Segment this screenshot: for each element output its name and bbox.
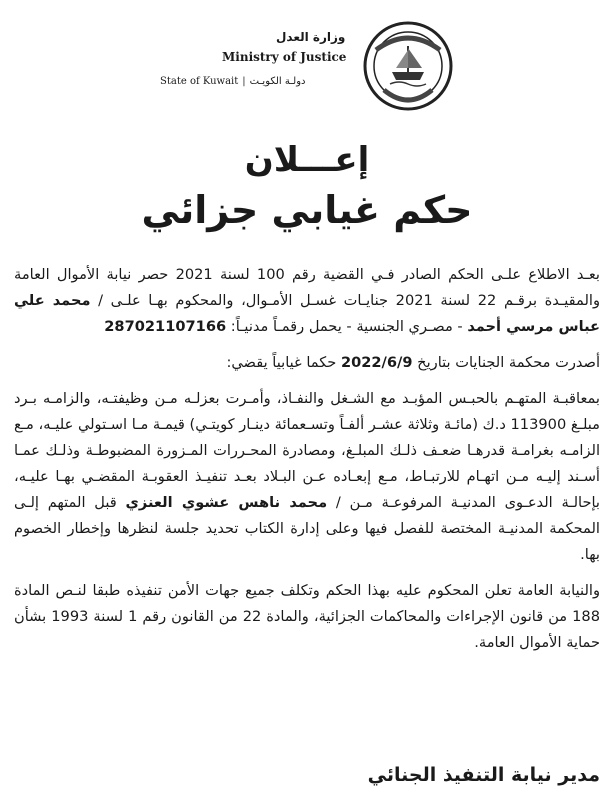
announcement-title: إعـــلان (244, 140, 370, 180)
defendant-name: محمد علي عباس مرسي أحمد (14, 292, 600, 335)
ministry-name-english: Ministry of Justice (222, 50, 347, 64)
announcement-subtitle: حكم غيابي جزائي (141, 188, 473, 232)
announcement-body (14, 262, 600, 656)
judgment-date: 2022/6/9 (340, 354, 413, 371)
paragraph-judgment-date (14, 350, 600, 376)
plaintiff-name: محمد ناهس عشوي العنزي (125, 494, 328, 511)
sentence-referral: قبل المتهم إلـى المحكمة المدنيـة المختصة للفصل فيها وعلى إدارة الكتاب تحديد جلسة لنظرها وإخطار الخصوم بها. (14, 494, 600, 563)
paragraph-sentence (14, 386, 600, 568)
ministry-header (160, 20, 454, 112)
state-name-arabic: دولـة الكويـت (249, 76, 306, 87)
state-name-row (160, 76, 306, 87)
signoff: مدير نيابة التنفيذ الجنائي (367, 764, 600, 786)
paragraph-enforcement: والنيابة العامة تعلن المحكوم عليه بهذا الحكم وتكلف جميع جهات الأمن تنفيذه طبقا لنـص المادة 188 من قانون الإجراءات والمحاكمات الجزائية، والمادة 22 من القانون رقم 1 لسنة 1993 بشأن حماية الأموال العامة. (14, 582, 600, 651)
civil-id: 287021107166 (104, 318, 227, 335)
case-text: بعـد الاطلاع علـى الحكم الصادر فـي القضية رقم 100 لسنة 2021 حصر نيابة الأموال العامة والمقيـدة برقـم 22 لسنة 2021 جنايـات غسـل الأمـوال، والمحكوم بهـا علـى / (14, 266, 600, 309)
judgment-intro: أصدرت محكمة الجنايات بتاريخ (412, 354, 600, 371)
ministry-name-arabic: وزارة العدل (276, 30, 346, 44)
state-separator: | (242, 76, 246, 87)
state-name-english: State of Kuwait (160, 76, 239, 87)
kuwait-emblem-icon (362, 20, 454, 112)
sentence-text: بمعاقبـة المتهـم بالحبـس المؤبـد مع الشـغل والنفـاذ، وأمـرت بعزلـه مـن وظيفتـه، والزامـه بـرد مبلـغ 113900 د.ك (مائـة وثلاثة عشـر ألفـاً وتسـعمائة دينـار كويتـي) قيمـة مـا اسـتولي عليـه، مـع الزامـه بغرامـة قدرهـا ضعـف ذلـك المبلـغ، ومصادرة المحـررات المـزورة المضبوطـة وذلـك عمـا أسـند إليـه مـن اتهـام للارتبـاط، مـع إبعـاده عـن البـلاد بعـد تنفيـذ العقوبـة المقضـي بهـا عليـه، بإحالـة الدعـوى المدنيـة المرفوعـة مـن / (14, 390, 600, 511)
judgment-suffix: حكما غيابياً يقضي: (226, 354, 341, 371)
nationality-text: - مصـري الجنسية - يحمل رقمـاً مدنيـاً: (226, 318, 468, 335)
paragraph-case (14, 262, 600, 340)
